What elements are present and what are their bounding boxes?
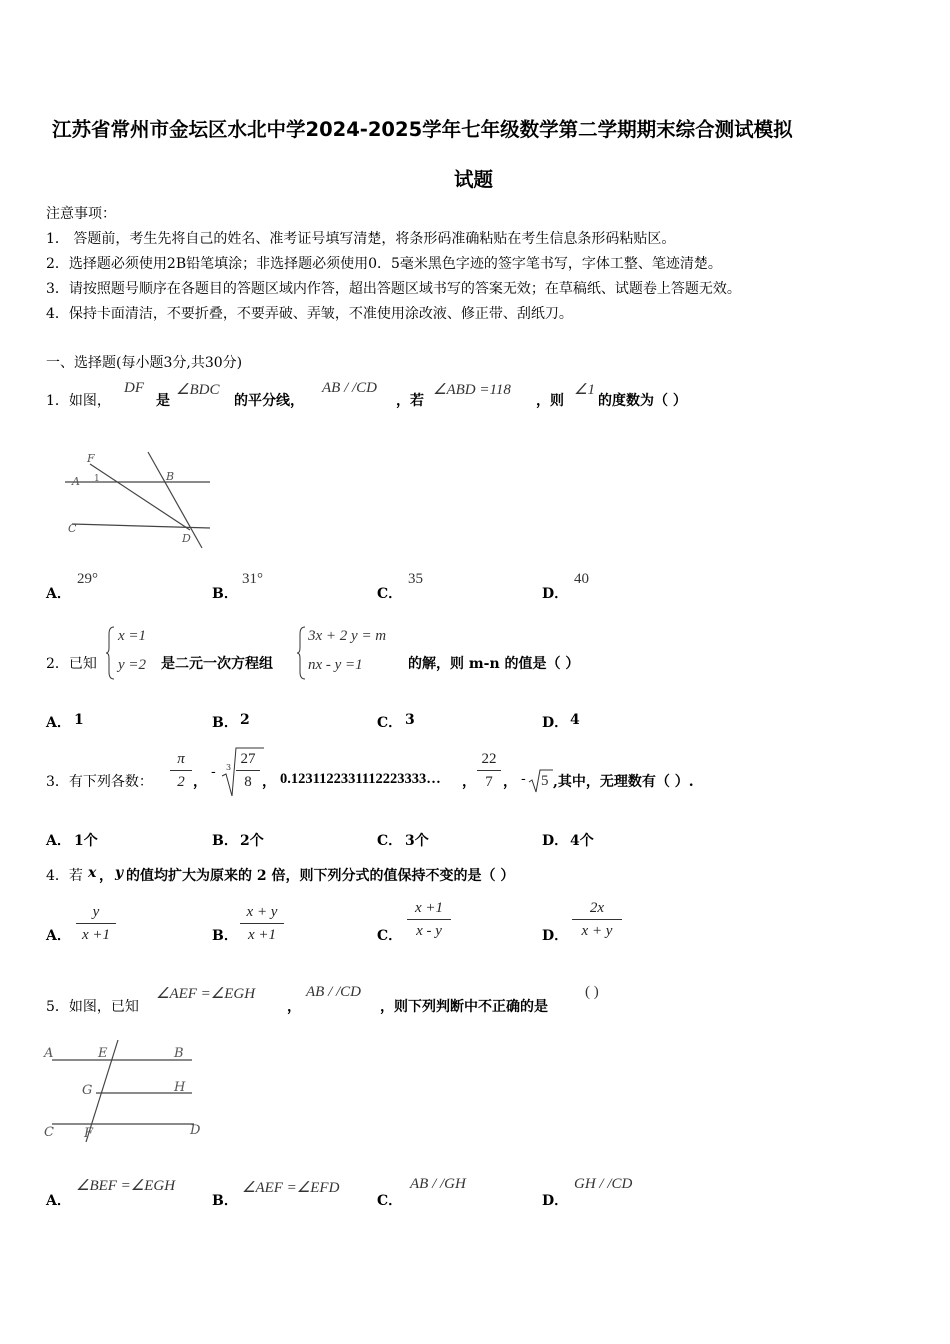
- q2-sys2-eq1: 3x + 2 y = m: [308, 628, 387, 644]
- q1-text: 是: [156, 393, 170, 409]
- q5-fig-label: E: [98, 1046, 108, 1061]
- q1-option-d-label: D．: [542, 586, 569, 602]
- q3-neg-sqrt: -: [521, 771, 526, 787]
- page-title-line2: 试题: [454, 168, 494, 191]
- q3-number: 3．有下列各数：: [46, 774, 153, 790]
- q2-option-b: 2: [240, 712, 250, 728]
- q4-option-d: [572, 899, 622, 940]
- q3-root-denominator: 8: [244, 774, 252, 790]
- q1-option-c-label: C．: [377, 586, 403, 602]
- q3-root-index: 3: [226, 763, 232, 772]
- q3-option-a-label: A．: [46, 833, 71, 849]
- q4-option-c-label: C．: [377, 928, 403, 944]
- q2-option-d-label: D．: [542, 715, 569, 731]
- notice-item: 2．选择题必须使用2B铅笔填涂；非选择题必须使用0．5毫米黑色字迹的签字笔书写，字体工整、笔迹清楚。: [46, 256, 722, 272]
- q4-x: x: [88, 865, 97, 881]
- q1-option-d: 40: [574, 571, 589, 587]
- q1-fig-label: B: [166, 470, 175, 483]
- q4-option-a-label: A．: [46, 928, 71, 944]
- q5-option-c-label: C．: [377, 1193, 403, 1209]
- q4-y: y: [115, 865, 124, 881]
- notice-item: 4．保持卡面清洁，不要折叠，不要弄破、弄皱，不准使用涂改液、修正带、刮纸刀。: [46, 306, 573, 322]
- q1-number: 1．如图，: [46, 393, 111, 409]
- q1-option-b-label: B．: [212, 586, 238, 602]
- q1-angle-abd: ∠ABD =118: [433, 382, 511, 398]
- q2-sys1-eq2: y =2: [118, 657, 147, 673]
- q4-option-a-numerator: y: [92, 904, 100, 920]
- q3-option-a: 1个: [74, 833, 98, 849]
- q1-fig-label: F: [87, 452, 95, 465]
- q4-option-d-numerator: 2x: [589, 900, 605, 916]
- q1-fig-label: 1: [94, 474, 100, 484]
- q1-text: ，则: [536, 393, 564, 409]
- q5-number: 5．如图，已知: [46, 999, 139, 1015]
- q1-option-a: 29°: [77, 571, 98, 587]
- q5-fig-label: F: [84, 1126, 94, 1141]
- q2-option-d: 4: [570, 712, 580, 728]
- q3-text-end: ,其中，无理数有（ ）.: [553, 774, 694, 790]
- q3-decimal: 0.1231122331112223333…: [280, 771, 441, 787]
- q2-option-a: 1: [74, 712, 84, 728]
- q5-option-b: ∠AEF =∠EFD: [242, 1180, 340, 1196]
- q3-fraction-denominator: 7: [485, 774, 493, 790]
- q4-option-c-denominator: x - y: [416, 923, 442, 939]
- q3-fraction-numerator: 22: [481, 751, 497, 767]
- q2-option-c-label: C．: [377, 715, 403, 731]
- q1-fig-label: D: [182, 532, 191, 545]
- q4-option-a-denominator: x +1: [81, 927, 111, 943]
- q2-option-a-label: A．: [46, 715, 71, 731]
- q1-text: 的平分线，: [234, 393, 304, 409]
- q2-option-b-label: B．: [212, 715, 238, 731]
- q3-root-numerator: 27: [240, 751, 256, 767]
- q5-fig-label: C: [44, 1125, 54, 1140]
- q4-option-b-denominator: x +1: [247, 927, 277, 943]
- q4-option-d-label: D．: [542, 928, 569, 944]
- q5-answer-paren: ( ): [585, 984, 599, 1000]
- q4-option-a: [76, 903, 116, 944]
- q3-pi-numerator: π: [177, 751, 185, 767]
- q4-number: 4．若: [46, 868, 83, 884]
- q3-option-c: 3个: [405, 833, 429, 849]
- q3-comma: ，: [462, 774, 476, 790]
- q1-angle1: ∠1: [574, 382, 595, 398]
- q2-sys2-eq2: nx - y =1: [308, 657, 363, 673]
- q2-text: 的解，则 m-n 的值是（ ）: [408, 656, 580, 672]
- q5-option-a-label: A．: [46, 1193, 71, 1209]
- q5-condition-2: AB / /CD: [306, 984, 361, 1000]
- q5-comma: ，: [287, 999, 301, 1015]
- notice-heading: 注意事项：: [46, 206, 116, 222]
- q3-fraction-pi: [170, 750, 192, 791]
- section-heading: 一、选择题(每小题3分,共30分): [46, 355, 243, 371]
- notice-item: 1． 答题前，考生先将自己的姓名、准考证号填写清楚，将条形码准确粘贴在考生信息条形码粘贴区。: [46, 231, 676, 247]
- q4-text: 的值均扩大为原来的 2 倍，则下列分式的值保持不变的是（ ）: [126, 868, 515, 884]
- notice-item: 3．请按照题号顺序在各题目的答题区域内作答，超出答题区域书写的答案无效；在草稿纸、试题卷上答题无效。: [46, 281, 741, 297]
- q5-option-d: GH / /CD: [574, 1176, 633, 1192]
- q4-option-c-numerator: x +1: [414, 900, 444, 916]
- q3-sqrt-value: 5: [541, 773, 549, 789]
- q4-option-d-denominator: x + y: [581, 923, 613, 939]
- q5-fig-label: D: [190, 1123, 201, 1138]
- q1-fig-label: A: [72, 475, 80, 488]
- q1-figure: [60, 448, 220, 553]
- q4-comma: ，: [99, 868, 113, 884]
- q3-option-c-label: C．: [377, 833, 403, 849]
- q3-root-fraction: [236, 750, 260, 791]
- q3-pi-denominator: 2: [177, 774, 185, 790]
- page-title: 江苏省常州市金坛区水北中学2024-2025学年七年级数学第二学期期末综合测试模拟: [52, 118, 793, 141]
- q5-fig-label: G: [82, 1083, 93, 1098]
- q4-option-c: [407, 899, 451, 940]
- q4-option-b-numerator: x + y: [246, 904, 278, 920]
- q1-option-a-label: A．: [46, 586, 71, 602]
- q5-condition-1: ∠AEF =∠EGH: [156, 986, 256, 1002]
- q2-sys1-eq1: x =1: [118, 628, 147, 644]
- q3-comma: ，: [193, 774, 207, 790]
- q5-text: ，则下列判断中不正确的是: [380, 999, 548, 1015]
- q2-option-c: 3: [405, 712, 415, 728]
- q5-option-b-label: B．: [212, 1193, 238, 1209]
- q1-df: DF: [124, 380, 144, 396]
- q5-figure: [42, 1038, 212, 1143]
- q1-text: 的度数为（ ）: [598, 393, 687, 409]
- q1-fig-label: C: [68, 522, 77, 535]
- q1-option-c: 35: [408, 571, 423, 587]
- q5-option-a: ∠BEF =∠EGH: [76, 1178, 176, 1194]
- q5-fig-label: B: [174, 1046, 184, 1061]
- q2-brace-1: [106, 626, 116, 680]
- q1-option-b: 31°: [242, 571, 263, 587]
- q3-option-d-label: D．: [542, 833, 569, 849]
- q4-option-b: [240, 903, 284, 944]
- q1-text: ，若: [396, 393, 424, 409]
- q2-text: 是二元一次方程组: [161, 656, 273, 672]
- q3-option-d: 4个: [570, 833, 594, 849]
- q4-option-b-label: B．: [212, 928, 238, 944]
- q2-number: 2．已知: [46, 656, 97, 672]
- q3-option-b: 2个: [240, 833, 264, 849]
- q3-option-b-label: B．: [212, 833, 238, 849]
- q1-angle-bdc: ∠BDC: [176, 382, 220, 398]
- q5-fig-label: A: [44, 1046, 54, 1061]
- q2-brace-2: [297, 626, 307, 680]
- q3-fraction-22-7: [477, 750, 501, 791]
- q1-ab-cd: AB / /CD: [322, 380, 377, 396]
- q3-comma: ，: [262, 774, 276, 790]
- q5-option-d-label: D．: [542, 1193, 569, 1209]
- q3-comma: ，: [503, 774, 517, 790]
- q3-neg: -: [211, 764, 216, 780]
- q5-option-c: AB / /GH: [410, 1176, 466, 1192]
- q5-fig-label: H: [174, 1080, 186, 1095]
